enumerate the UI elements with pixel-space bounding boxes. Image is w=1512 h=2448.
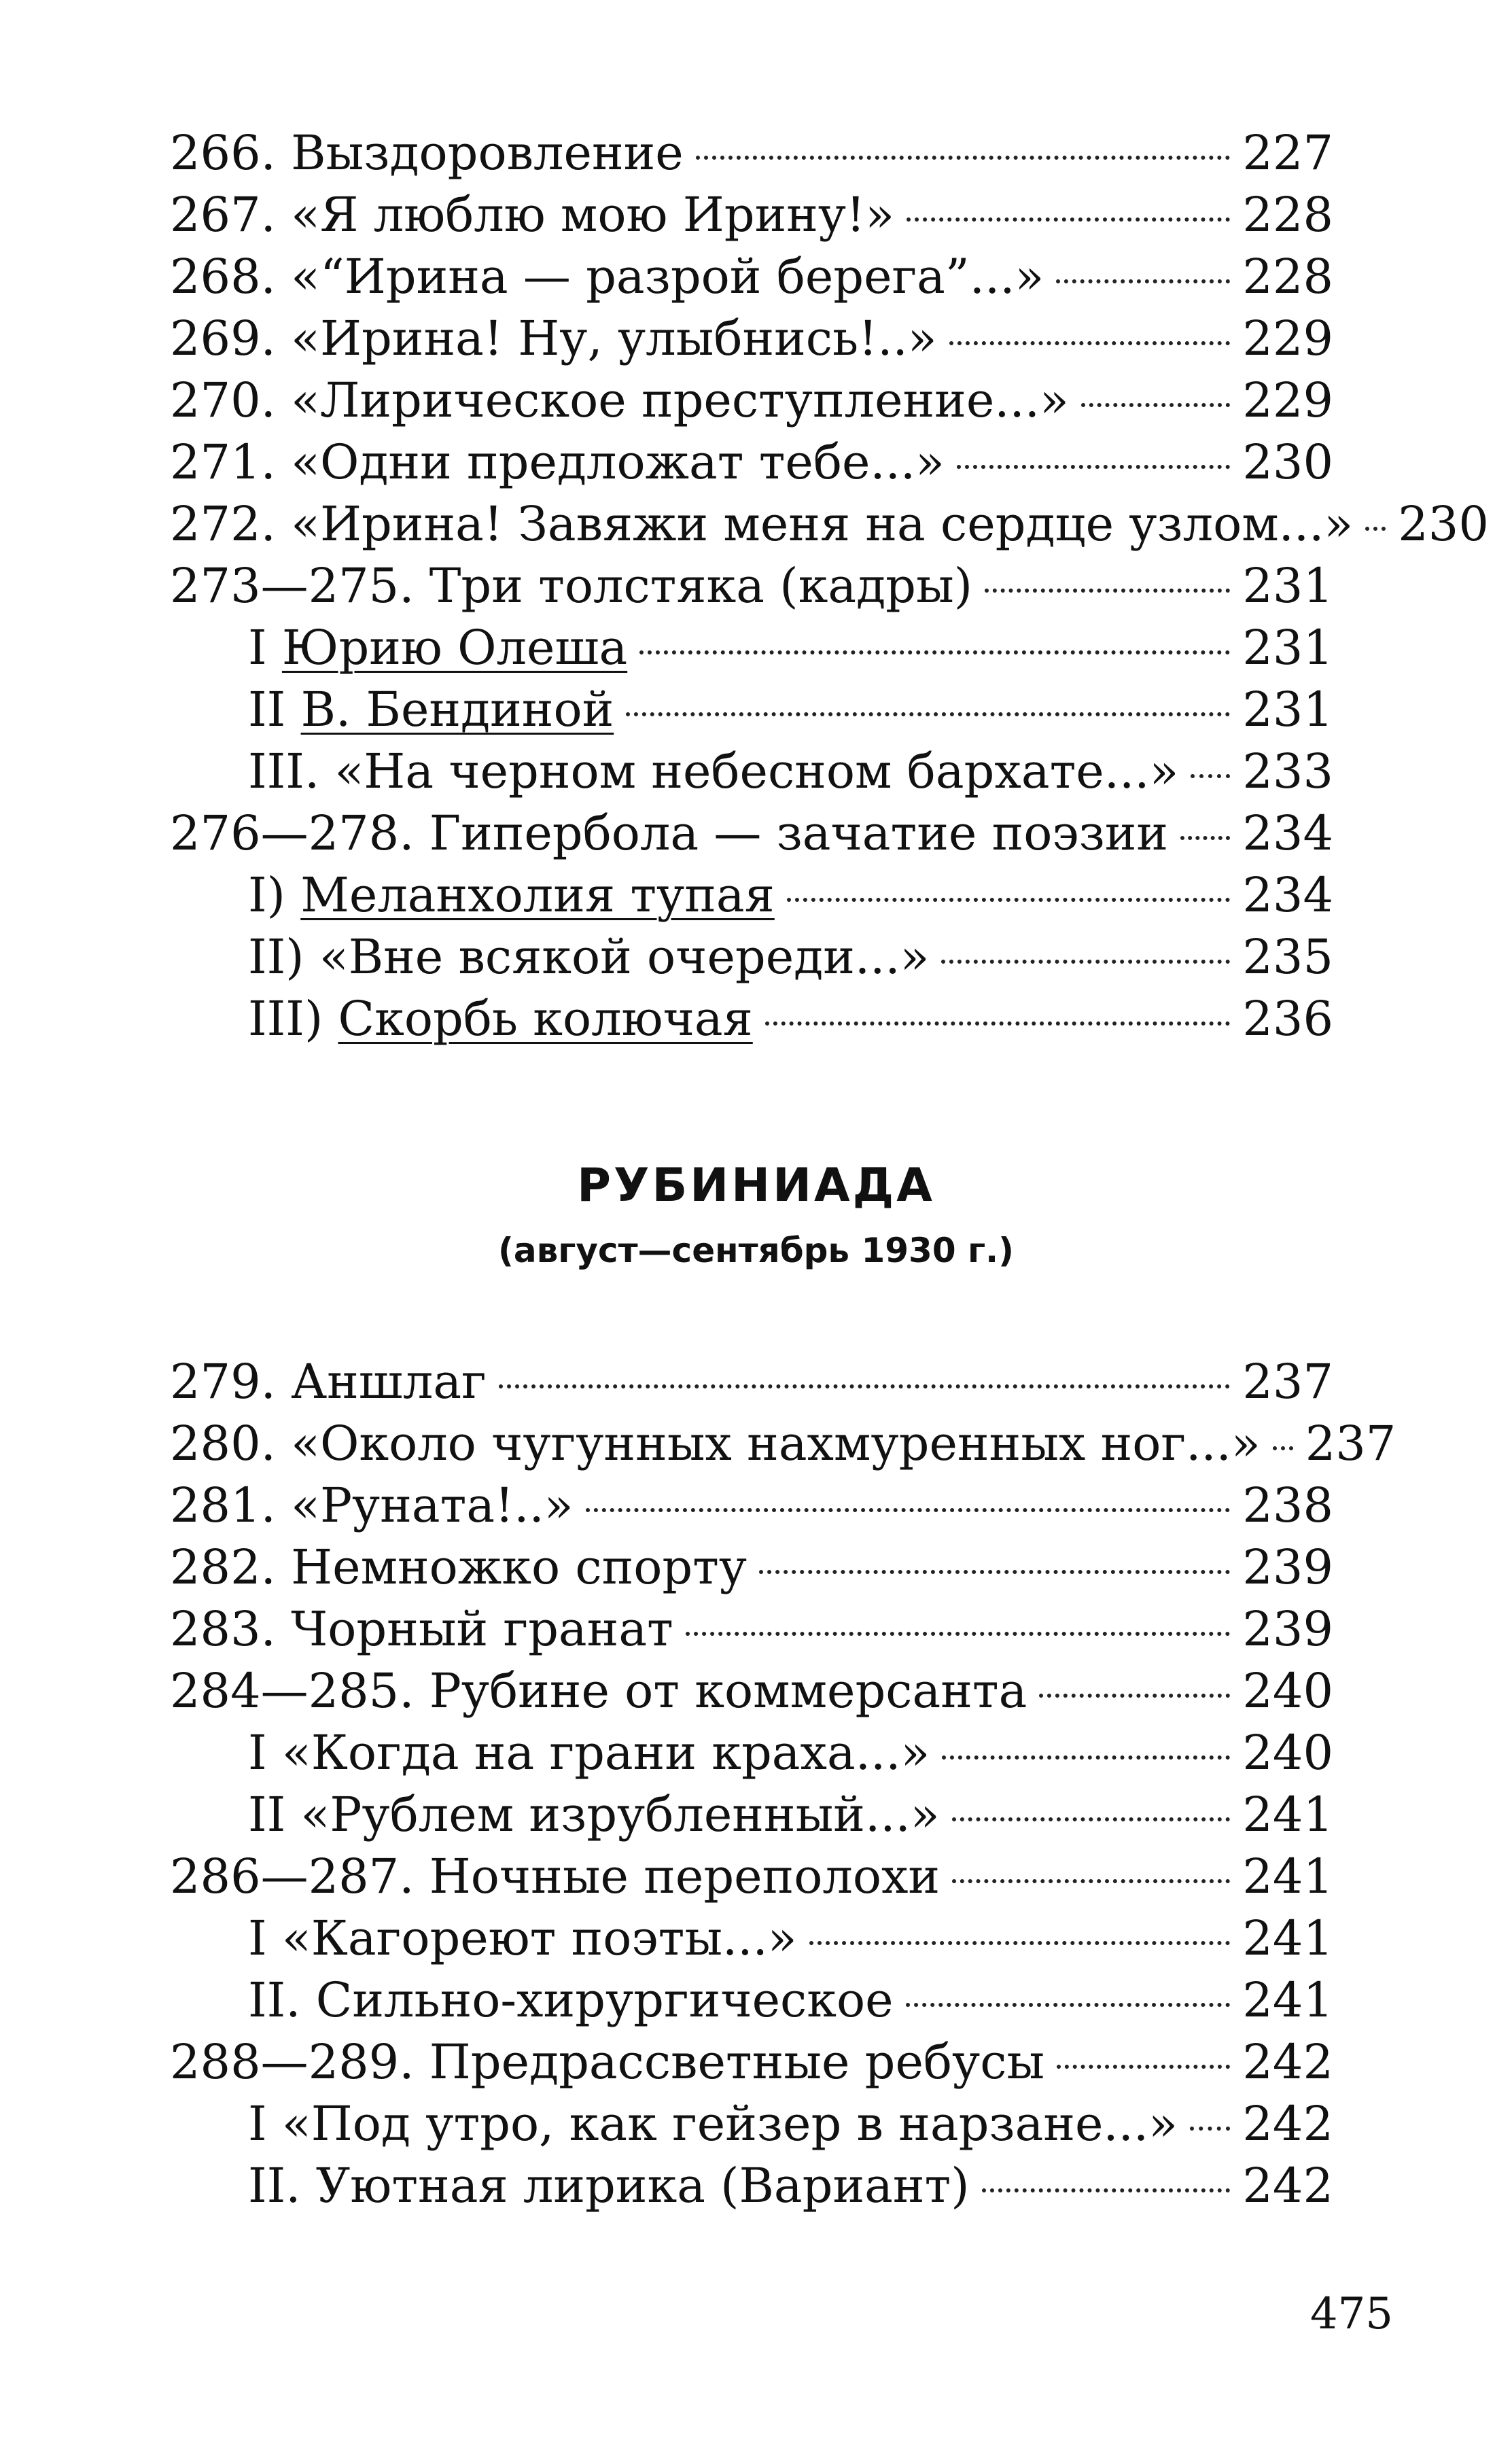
toc-entry-title: 266. Выздоровление bbox=[170, 125, 684, 181]
dot-leader bbox=[1180, 836, 1230, 840]
toc-entry-title: 269. «Ирина! Ну, улыбнись!..» bbox=[170, 311, 937, 366]
dot-leader bbox=[1191, 774, 1230, 778]
toc-entry-title: II. Уютная лирика (Вариант) bbox=[248, 2158, 970, 2214]
toc-entry bbox=[170, 1413, 1396, 1475]
toc-subentry bbox=[170, 1784, 1333, 1846]
toc-entry-page: 235 bbox=[1242, 929, 1333, 985]
toc-entry-title: I «Под утро, как гейзер в нарзане...» bbox=[248, 2096, 1178, 2152]
toc-entry bbox=[170, 1537, 1333, 1598]
dot-leader bbox=[942, 1755, 1230, 1760]
toc-subentry bbox=[170, 1722, 1333, 1784]
toc-entry-title bbox=[248, 617, 627, 679]
toc-entry-title: 282. Немножко спорту bbox=[170, 1539, 748, 1595]
dot-leader bbox=[1057, 2065, 1230, 2069]
toc-entry-page: 240 bbox=[1242, 1663, 1333, 1719]
dot-leader bbox=[1365, 527, 1386, 531]
dot-leader bbox=[809, 1941, 1231, 1945]
dot-leader bbox=[985, 589, 1230, 593]
dot-leader bbox=[957, 465, 1230, 469]
toc-entry-page: 236 bbox=[1242, 991, 1333, 1047]
toc-entry-title: I «Когда на грани краха...» bbox=[248, 1725, 930, 1781]
toc-entry-page: 242 bbox=[1242, 2096, 1333, 2152]
toc-subentry bbox=[170, 1970, 1333, 2031]
toc-entry bbox=[170, 184, 1333, 246]
toc-entry-title: 284—285. Рубине от коммерсанта bbox=[170, 1663, 1027, 1719]
dot-leader bbox=[1273, 1446, 1293, 1450]
dot-leader bbox=[1081, 403, 1231, 407]
toc-entry-page: 233 bbox=[1242, 744, 1333, 799]
toc-entry-page: 238 bbox=[1242, 1477, 1333, 1533]
dot-leader bbox=[982, 2188, 1231, 2192]
dot-leader bbox=[941, 960, 1230, 964]
toc-entry-title: 276—278. Гипербола — зачатие поэзии bbox=[170, 805, 1169, 861]
dot-leader bbox=[686, 1632, 1231, 1636]
toc-entry bbox=[170, 803, 1333, 864]
dot-leader bbox=[1190, 2127, 1230, 2131]
dot-leader bbox=[696, 156, 1231, 160]
toc-entry-page: 241 bbox=[1242, 1910, 1333, 1966]
toc-subentry bbox=[170, 2155, 1333, 2217]
section-subtitle: (август—сентябрь 1930 г.) bbox=[497, 1231, 1014, 1270]
toc-entry-page: 227 bbox=[1242, 125, 1333, 181]
toc-entry-page: 240 bbox=[1242, 1725, 1333, 1781]
toc-entry-page: 234 bbox=[1242, 867, 1333, 923]
dot-leader bbox=[759, 1570, 1230, 1574]
toc-entry-underlined-title: Юрию Олеша bbox=[281, 620, 628, 676]
toc-entry-underlined-title: В. Бендиной bbox=[300, 682, 614, 737]
toc-entry-page: 231 bbox=[1242, 620, 1333, 676]
toc-entry-title bbox=[248, 988, 753, 1050]
toc-subentry bbox=[170, 988, 1333, 1050]
toc-entry-prefix: II bbox=[248, 682, 301, 737]
toc-entry bbox=[170, 370, 1333, 432]
toc-entry-title: 273—275. Три толстяка (кадры) bbox=[170, 558, 973, 614]
dot-leader bbox=[787, 898, 1231, 902]
toc-entry bbox=[170, 1660, 1333, 1722]
dot-leader bbox=[906, 2003, 1231, 2007]
toc-entry-page: 242 bbox=[1242, 2034, 1333, 2090]
toc-entry-title bbox=[248, 679, 614, 741]
table-of-contents-part-2 bbox=[170, 1351, 1396, 2217]
dot-leader bbox=[586, 1508, 1231, 1512]
toc-entry bbox=[170, 2031, 1333, 2093]
toc-entry-title: 279. Аншлаг bbox=[170, 1354, 487, 1410]
toc-entry-underlined-title: Меланхолия тупая bbox=[300, 867, 775, 923]
page-number: 475 bbox=[1309, 2289, 1393, 2339]
dot-leader bbox=[952, 1879, 1230, 1883]
toc-entry-title: III. «На черном небесном бархате...» bbox=[248, 744, 1179, 799]
dot-leader bbox=[949, 341, 1231, 345]
dot-leader bbox=[639, 650, 1230, 654]
toc-entry-page: 230 bbox=[1242, 434, 1333, 490]
toc-entry-page: 229 bbox=[1242, 372, 1333, 428]
toc-subentry bbox=[170, 679, 1333, 741]
toc-entry-page: 239 bbox=[1242, 1601, 1333, 1657]
toc-entry-page: 241 bbox=[1242, 1972, 1333, 2028]
toc-entry-title: II «Рублем изрубленный...» bbox=[248, 1787, 940, 1842]
toc-entry bbox=[170, 308, 1333, 370]
toc-entry-prefix: III) bbox=[248, 991, 338, 1047]
toc-entry bbox=[170, 1351, 1333, 1413]
toc-entry-prefix: I) bbox=[248, 867, 301, 923]
toc-entry-page: 242 bbox=[1242, 2158, 1333, 2214]
toc-entry-underlined-title: Скорбь колючая bbox=[338, 991, 753, 1047]
toc-entry bbox=[170, 1598, 1333, 1660]
dot-leader bbox=[626, 712, 1230, 716]
dot-leader bbox=[765, 1021, 1231, 1026]
toc-entry-title: 268. «“Ирина — разрой берега”...» bbox=[170, 249, 1044, 304]
toc-entry bbox=[170, 1475, 1333, 1537]
toc-entry-page: 228 bbox=[1242, 187, 1333, 243]
toc-entry-page: 230 bbox=[1398, 496, 1489, 552]
dot-leader bbox=[952, 1817, 1231, 1821]
dot-leader bbox=[499, 1384, 1231, 1388]
toc-subentry bbox=[170, 2093, 1333, 2155]
toc-subentry bbox=[170, 926, 1333, 988]
toc-entry-title: 288—289. Предрассветные ребусы bbox=[170, 2034, 1045, 2090]
toc-entry-title: 286—287. Ночные переполохи bbox=[170, 1849, 940, 1904]
dot-leader bbox=[1039, 1694, 1230, 1698]
toc-entry-title: 272. «Ирина! Завяжи меня на сердце узлом...» bbox=[170, 496, 1354, 552]
toc-entry-page: 241 bbox=[1242, 1787, 1333, 1842]
toc-entry bbox=[170, 493, 1489, 555]
toc-entry-page: 231 bbox=[1242, 682, 1333, 737]
toc-entry-page: 241 bbox=[1242, 1849, 1333, 1904]
table-of-contents-part-1 bbox=[170, 122, 1489, 1050]
toc-entry-page: 237 bbox=[1305, 1416, 1396, 1471]
toc-entry bbox=[170, 555, 1333, 617]
toc-entry-title: 271. «Одни предложат тебе...» bbox=[170, 434, 945, 490]
toc-entry-page: 234 bbox=[1242, 805, 1333, 861]
toc-entry-title bbox=[248, 864, 775, 926]
toc-entry bbox=[170, 1846, 1333, 1908]
toc-entry-title: II. Сильно-хирургическое bbox=[248, 1972, 894, 2028]
dot-leader bbox=[907, 217, 1230, 222]
toc-entry-title: 283. Чорный гранат bbox=[170, 1601, 673, 1657]
toc-entry-page: 237 bbox=[1242, 1354, 1333, 1410]
toc-entry bbox=[170, 246, 1333, 308]
toc-entry bbox=[170, 122, 1333, 184]
toc-entry-page: 231 bbox=[1242, 558, 1333, 614]
section-title: РУБИНИАДА bbox=[577, 1159, 935, 1212]
toc-entry bbox=[170, 432, 1333, 493]
toc-subentry bbox=[170, 617, 1333, 679]
toc-entry-page: 228 bbox=[1242, 249, 1333, 304]
toc-entry-title: 281. «Руната!..» bbox=[170, 1477, 574, 1533]
dot-leader bbox=[1056, 279, 1230, 283]
toc-entry-page: 229 bbox=[1242, 311, 1333, 366]
toc-subentry bbox=[170, 741, 1333, 803]
toc-subentry bbox=[170, 1908, 1333, 1970]
toc-entry-prefix: I bbox=[248, 620, 282, 676]
toc-subentry bbox=[170, 864, 1333, 926]
toc-entry-title: II) «Вне всякой очереди...» bbox=[248, 929, 930, 985]
toc-entry-title: 267. «Я люблю мою Ирину!» bbox=[170, 187, 895, 243]
toc-entry-title: I «Кагореют поэты...» bbox=[248, 1910, 797, 1966]
toc-entry-title: 270. «Лирическое преступление...» bbox=[170, 372, 1069, 428]
toc-entry-title: 280. «Около чугунных нахмуренных ног...» bbox=[170, 1416, 1261, 1471]
toc-entry-page: 239 bbox=[1242, 1539, 1333, 1595]
